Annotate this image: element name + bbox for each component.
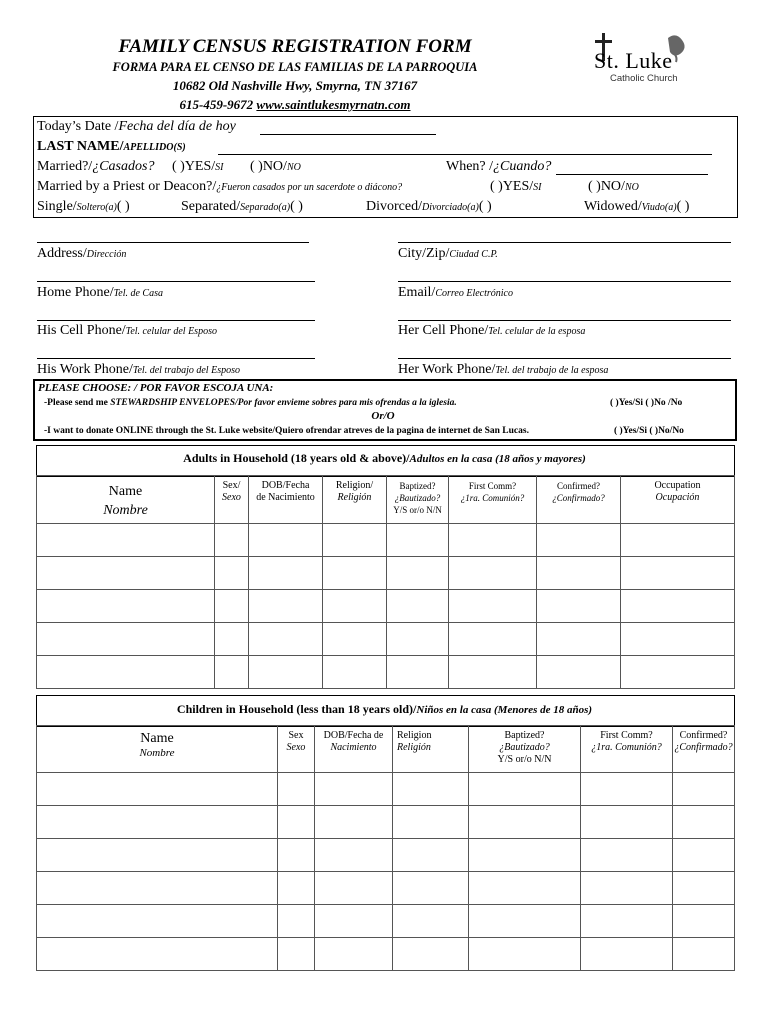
email-label: Email/Correo Electrónico (398, 285, 513, 300)
adults-col-baptized: Baptized? ¿Bautizado? Y/S or/o N/N (387, 476, 449, 524)
his-cell-field[interactable] (37, 320, 315, 321)
adults-col-confirmed: Confirmed? ¿Confirmado? (537, 476, 621, 524)
her-work-field[interactable] (398, 358, 731, 359)
table-row[interactable] (37, 839, 735, 872)
adults-header-row (37, 476, 735, 524)
single-option[interactable]: Single/Soltero(a)( ) (37, 199, 130, 214)
envelopes-option-text: -Please send me STEWARDSHIP ENVELOPES/Por favor envieme sobres para mis ofrendas a la iglesia. (44, 398, 457, 408)
parish-address: 10682 Old Nashville Hwy, Smyrna, TN 37167 (172, 78, 418, 93)
her-cell-field[interactable] (398, 320, 731, 321)
priest-yes-option[interactable]: ( )YES/SI (490, 179, 542, 194)
adults-col-religion: Religion/ Religión (323, 476, 387, 524)
adults-table (36, 475, 735, 689)
children-heading: Children in Household (less than 18 years old)/Niños en la casa (Menores de 18 años) (176, 702, 593, 716)
his-cell-label: His Cell Phone/Tel. celular del Esposo (37, 323, 217, 338)
divorced-option[interactable]: Divorced/Divorciado(a)( ) (366, 199, 492, 214)
logo-name: St. Luke (594, 48, 673, 73)
table-row[interactable] (37, 938, 735, 971)
parish-phone: 615-459-9672 (179, 97, 254, 112)
married-when-label: When? /¿Cuando? (446, 159, 552, 174)
children-col-confirmed: Confirmed? ¿Confirmado? (673, 726, 735, 773)
church-logo (590, 30, 700, 88)
last-name-label: LAST NAME/APELLIDO(S) (37, 139, 186, 154)
his-work-label: His Work Phone/Tel. del trabajo del Esposo (37, 362, 240, 377)
parish-contact (60, 97, 530, 113)
choose-heading: PLEASE CHOOSE: / POR FAVOR ESCOJA UNA: (38, 382, 274, 394)
adults-col-first-comm: First Comm? ¿1ra. Comunión? (449, 476, 537, 524)
table-row[interactable] (37, 905, 735, 938)
adults-col-dob: DOB/Fecha de Nacimiento (249, 476, 323, 524)
table-row[interactable] (37, 773, 735, 806)
city-zip-field[interactable] (398, 242, 731, 243)
children-col-sex: Sex Sexo (278, 726, 315, 773)
her-work-label: Her Work Phone/Tel. del trabajo de la esposa (398, 362, 609, 377)
online-yes-no[interactable]: ( )Yes/Si ( )No/No (614, 426, 684, 436)
table-row[interactable] (37, 623, 735, 656)
last-name-field[interactable] (218, 154, 712, 155)
children-col-first-comm: First Comm? ¿1ra. Comunión? (581, 726, 673, 773)
children-col-religion: Religion Religión (393, 726, 469, 773)
adults-col-occupation: Occupation Ocupación (621, 476, 735, 524)
table-row[interactable] (37, 656, 735, 689)
widowed-option[interactable]: Widowed/Viudo(a)( ) (584, 199, 690, 214)
form-subtitle: FORMA PARA EL CENSO DE LAS FAMILIAS DE LA PARROQUIA (112, 60, 478, 74)
married-yes-option[interactable]: ( )YES/SI (172, 159, 224, 174)
adults-heading: Adults in Household (18 years old & above)/Adultos en la casa (18 años y mayores) (183, 451, 586, 465)
envelopes-yes-no[interactable]: ( )Yes/Si ( )No /No (610, 398, 683, 408)
married-no-option[interactable]: ( )NO/NO (250, 159, 301, 174)
address-label: Address/Dirección (37, 246, 127, 261)
table-row[interactable] (37, 557, 735, 590)
priest-no-option[interactable]: ( )NO/NO (588, 179, 639, 194)
separated-option[interactable]: Separated/Separado(a)( ) (181, 199, 303, 214)
logo-subtext: Catholic Church (610, 73, 678, 84)
form-title: FAMILY CENSUS REGISTRATION FORM (118, 36, 472, 57)
children-col-dob: DOB/Fecha de Nacimiento (315, 726, 393, 773)
his-work-field[interactable] (37, 358, 315, 359)
table-row[interactable] (37, 590, 735, 623)
children-col-baptized: Baptized? ¿Bautizado? Y/S or/o N/N (469, 726, 581, 773)
her-cell-label: Her Cell Phone/Tel. celular de la esposa (398, 323, 586, 338)
children-header-row (37, 726, 735, 773)
adults-col-name: Name Nombre (37, 476, 215, 524)
table-row[interactable] (37, 524, 735, 557)
children-table (36, 725, 735, 971)
priest-question: Married by a Priest or Deacon?/¿Fueron casados por un sacerdote o diácono? (37, 179, 403, 194)
married-question: Married?/¿Casados? (37, 159, 155, 174)
online-option-text: -I want to donate ONLINE through the St. Luke website/Quiero ofrendar atreves de la pagina de internet de San Lucas. (44, 426, 529, 436)
home-phone-label: Home Phone/Tel. de Casa (37, 285, 163, 300)
table-row[interactable] (37, 806, 735, 839)
today-date-field[interactable] (260, 134, 436, 135)
adults-col-sex: Sex/ Sexo (215, 476, 249, 524)
parish-website[interactable]: www.saintlukesmyrnatn.com (256, 97, 411, 112)
or-separator: Or/O (371, 410, 395, 422)
today-date-label: Today’s Date /Fecha del día de hoy (37, 119, 236, 134)
children-col-name: Name Nombre (37, 726, 278, 773)
city-zip-label: City/Zip/Ciudad C.P. (398, 246, 498, 261)
email-field[interactable] (398, 281, 731, 282)
home-phone-field[interactable] (37, 281, 315, 282)
table-row[interactable] (37, 872, 735, 905)
address-field[interactable] (37, 242, 309, 243)
married-when-field[interactable] (556, 174, 708, 175)
